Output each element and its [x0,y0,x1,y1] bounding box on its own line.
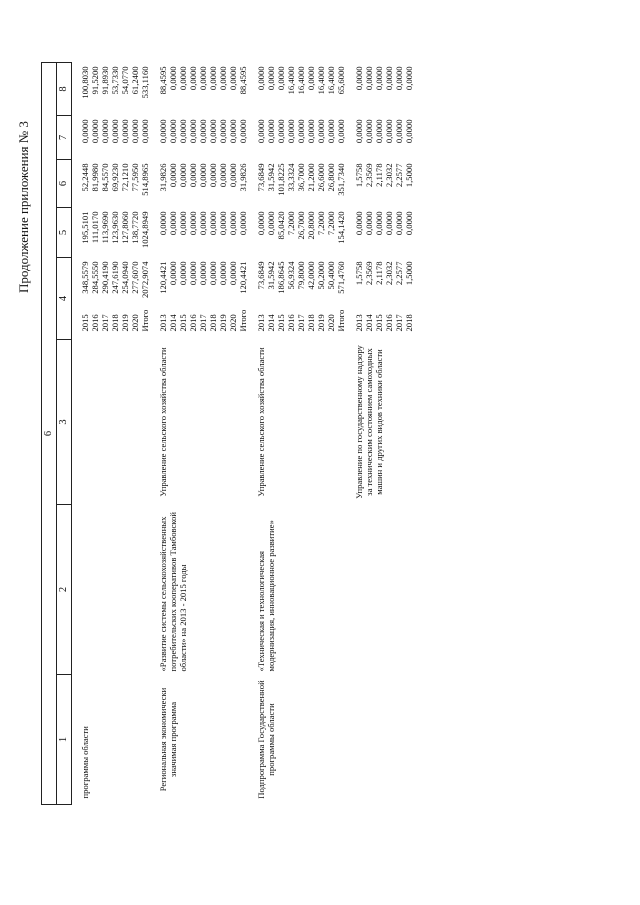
extrabudgetary-cell: 0,0000 [373,66,384,91]
extrabudgetary-cell: 16,4000 [315,66,326,95]
total-cell: 0,0000 [167,261,178,286]
total-cell: 290,4190 [99,261,110,294]
regional-budget-cell: 2,1178 [373,163,384,187]
regional-budget-cell: 514,8965 [139,163,150,196]
year-cell: 2016 [187,314,198,332]
federal-budget-cell: 0,0000 [353,211,364,236]
local-budget-cell: 0,0000 [237,119,248,144]
local-budget-cell: 0,0000 [265,119,276,144]
regional-budget-cell: 72,1210 [119,163,130,192]
year-cell: 2013 [157,314,168,332]
appendix-caption: Продолжение приложения № 3 [16,121,31,293]
total-cell: 0,0000 [187,261,198,286]
year-cell: 2017 [197,314,208,332]
extrabudgetary-cell: 91,8930 [99,66,110,95]
federal-budget-cell: 20,8000 [305,211,316,240]
local-budget-cell: 0,0000 [207,119,218,144]
total-cell: 120,4421 [157,261,168,294]
local-budget-cell: 0,0000 [167,119,178,144]
regional-budget-cell: 33,3324 [285,163,296,192]
federal-budget-cell: 0,0000 [237,211,248,236]
regional-budget-cell: 0,0000 [217,163,228,188]
federal-budget-cell: 0,0000 [167,211,178,236]
federal-budget-cell: 0,0000 [187,211,198,236]
year-cell: 2014 [265,314,276,332]
extrabudgetary-cell: 88,4595 [157,66,168,95]
regional-budget-cell: 73,6849 [255,163,266,192]
federal-budget-cell: 0,0000 [403,211,414,236]
year-cell: 2017 [99,314,110,332]
responsible-executor-cell: Управление по государственному надзору за техническим состоянием самоходных машин и других видов техники области [353,345,384,499]
extrabudgetary-cell: 0,0000 [227,66,238,91]
regional-budget-cell: 26,6000 [315,163,326,192]
section-spacer [346,62,354,804]
extrabudgetary-cell: 0,0000 [177,66,188,91]
extrabudgetary-cell: 0,0000 [383,66,394,91]
total-cell: 50,2000 [315,261,326,290]
local-budget-cell: 0,0000 [129,119,140,144]
regional-budget-cell: 31,9826 [157,163,168,192]
federal-budget-cell: 195,5101 [79,211,90,244]
total-cell: 73,6849 [255,261,266,290]
col-number-7: 7 [57,116,72,160]
year-cell: 2014 [363,314,374,332]
table-row [256,62,266,804]
extrabudgetary-cell: 16,4000 [285,66,296,95]
total-cell: 247,6190 [109,261,120,294]
extrabudgetary-cell: 0,0000 [393,66,404,91]
local-budget-cell: 0,0000 [373,119,384,144]
total-cell: 0,0000 [197,261,208,286]
year-cell: 2019 [119,314,130,332]
extrabudgetary-cell: 0,0000 [265,66,276,91]
year-cell: Итого [237,309,248,332]
local-budget-cell: 0,0000 [325,119,336,144]
local-budget-cell: 0,0000 [157,119,168,144]
total-cell: 1,5758 [353,261,364,286]
total-cell: 2,1178 [373,261,384,285]
responsible-executor-cell: Управление сельского хозяйства области [157,347,168,497]
spacer-cell [72,62,80,804]
regional-budget-cell: 26,8000 [325,163,336,192]
regional-budget-cell: 31,9826 [237,163,248,192]
local-budget-cell: 0,0000 [109,119,120,144]
regional-budget-cell: 2,3569 [363,163,374,188]
local-budget-cell: 0,0000 [255,119,266,144]
program-type-cell: программы области [79,726,90,799]
total-cell: 0,0000 [217,261,228,286]
extrabudgetary-cell: 16,4000 [295,66,306,95]
federal-budget-cell: 26,7000 [295,211,306,240]
federal-budget-cell: 127,8060 [119,211,130,244]
local-budget-cell: 0,0000 [227,119,238,144]
federal-budget-cell: 0,0000 [363,211,374,236]
program-type-cell: Региональная экономически значимая программа [157,687,178,792]
year-cell: 2020 [325,314,336,332]
program-name-cell: «Техническая и технологическая модернизация, инновационное развитие» [255,520,276,672]
local-budget-cell: 0,0000 [353,119,364,144]
regional-budget-cell: 36,7000 [295,163,306,192]
local-budget-cell: 0,0000 [197,119,208,144]
federal-budget-cell: 138,7720 [129,211,140,244]
year-cell: Итого [139,309,150,332]
regional-budget-cell: 0,0000 [227,163,238,188]
federal-budget-cell: 0,0000 [383,211,394,236]
regional-budget-cell: 0,0000 [197,163,208,188]
responsible-executor-cell [80,340,150,505]
year-cell: 2014 [167,314,178,332]
year-cell: 2019 [217,314,228,332]
regional-budget-cell: 81,9980 [89,163,100,192]
federal-budget-cell: 113,9690 [99,211,110,244]
regional-budget-cell: 2,2577 [393,163,404,188]
year-cell: 2020 [227,314,238,332]
year-cell: 2017 [295,314,306,332]
federal-budget-cell: 111,0170 [89,211,100,244]
federal-budget-cell: 0,0000 [255,211,266,236]
local-budget-cell: 0,0000 [89,119,100,144]
total-cell: 186,8645 [275,261,286,294]
total-cell: 2,3032 [383,261,394,286]
col-number-1: 1 [57,675,72,805]
extrabudgetary-cell: 100,8030 [79,66,90,99]
local-budget-cell: 0,0000 [335,119,346,144]
local-budget-cell: 0,0000 [177,119,188,144]
regional-budget-cell: 0,0000 [177,163,188,188]
year-cell: 2016 [383,314,394,332]
local-budget-cell: 0,0000 [295,119,306,144]
total-cell: 31,5942 [265,261,276,290]
col-number-8: 8 [57,62,72,115]
total-cell: 254,0940 [119,261,130,294]
regional-budget-cell: 69,9230 [109,163,120,192]
spacer-cell [346,62,354,804]
extrabudgetary-cell: 0,0000 [167,66,178,91]
local-budget-cell: 0,0000 [187,119,198,144]
regional-budget-cell: 0,0000 [207,163,218,188]
regional-budget-cell: 21,2000 [305,163,316,192]
federal-budget-cell: 0,0000 [217,211,228,236]
total-cell: 50,4000 [325,261,336,290]
regional-budget-cell: 0,0000 [167,163,178,188]
year-cell: 2018 [207,314,218,332]
local-budget-cell: 0,0000 [393,119,404,144]
federal-budget-cell: 0,0000 [393,211,404,236]
total-cell: 0,0000 [207,261,218,286]
federal-budget-cell: 0,0000 [157,211,168,236]
spacer-cell [248,62,256,804]
year-cell: 2016 [89,314,100,332]
extrabudgetary-cell: 0,0000 [197,66,208,91]
federal-budget-cell: 0,0000 [265,211,276,236]
col-number-3: 3 [57,340,72,505]
year-cell: 2017 [393,314,404,332]
total-cell: 571,4760 [335,261,346,294]
federal-budget-cell: 154,1420 [335,211,346,244]
regional-budget-cell: 0,0000 [187,163,198,188]
extrabudgetary-cell: 0,0000 [353,66,364,91]
regional-budget-cell: 1,5758 [353,163,364,188]
extrabudgetary-cell: 0,0000 [187,66,198,91]
local-budget-cell: 0,0000 [217,119,228,144]
section-spacer [150,62,158,804]
regional-budget-cell: 52,2448 [79,163,90,192]
total-cell: 284,5550 [89,261,100,294]
federal-budget-cell: 0,0000 [197,211,208,236]
year-cell: Итого [335,309,346,332]
local-budget-cell: 0,0000 [315,119,326,144]
extrabudgetary-cell: 61,2400 [129,66,140,95]
total-cell: 0,0000 [177,261,188,286]
year-cell: 2019 [315,314,326,332]
federal-budget-cell: 7,2000 [315,211,326,236]
extrabudgetary-cell: 54,0770 [119,66,130,95]
regional-budget-cell: 101,8225 [275,163,286,196]
local-budget-cell: 0,0000 [305,119,316,144]
total-cell: 56,9324 [285,261,296,290]
col-number-4: 4 [57,258,72,340]
extrabudgetary-cell: 88,4595 [237,66,248,95]
total-cell: 0,0000 [227,261,238,286]
federal-budget-cell: 123,9630 [109,211,120,244]
spacer-cell [150,62,158,804]
extrabudgetary-cell: 0,0000 [305,66,316,91]
local-budget-cell: 0,0000 [139,119,150,144]
local-budget-cell: 0,0000 [119,119,130,144]
extrabudgetary-cell: 0,0000 [217,66,228,91]
program-type-cell [354,675,414,805]
total-cell: 348,5579 [79,261,90,294]
extrabudgetary-cell: 0,0000 [207,66,218,91]
program-name-cell: «Развитие системы сельскохозяйственных потребительских кооперативов Тамбовской области» на 2013 - 2015 годы [157,512,188,672]
extrabudgetary-cell: 65,6000 [335,66,346,95]
federal-budget-cell: 1024,8949 [139,211,150,249]
regional-budget-cell: 77,5950 [129,163,140,192]
extrabudgetary-cell: 0,0000 [255,66,266,91]
regional-budget-cell: 84,5570 [99,163,110,192]
local-budget-cell: 0,0000 [285,119,296,144]
local-budget-cell: 0,0000 [363,119,374,144]
extrabudgetary-cell: 533,1160 [139,66,150,99]
total-cell: 2,3569 [363,261,374,286]
extrabudgetary-cell: 91,5200 [89,66,100,95]
extrabudgetary-cell: 16,4000 [325,66,336,95]
header-group-cell: 6 [42,62,57,804]
year-cell: 2013 [255,314,266,332]
total-cell: 120,4421 [237,261,248,294]
extrabudgetary-cell: 0,0000 [363,66,374,91]
total-cell: 42,0000 [305,261,316,290]
year-cell: 2020 [129,314,140,332]
federal-budget-cell: 0,0000 [207,211,218,236]
local-budget-cell: 0,0000 [383,119,394,144]
section-spacer [248,62,256,804]
local-budget-cell: 0,0000 [275,119,286,144]
year-cell: 2013 [353,314,364,332]
year-cell: 2015 [275,314,286,332]
program-type-cell: Подпрограмма Государственной программы области [255,680,276,799]
col-number-6: 6 [57,160,72,208]
table-row [80,62,90,804]
regional-budget-cell: 31,5942 [265,163,276,192]
column-number-row [57,62,72,804]
budget-table [41,62,414,805]
regional-budget-cell: 1,5000 [403,163,414,188]
local-budget-cell: 0,0000 [79,119,90,144]
section-spacer [72,62,80,804]
federal-budget-cell: 7,2000 [285,211,296,236]
year-cell: 2015 [373,314,384,332]
responsible-executor-cell: Управление сельского хозяйства области [255,347,266,497]
local-budget-cell: 0,0000 [99,119,110,144]
federal-budget-cell: 7,2000 [325,211,336,236]
table-row [158,62,168,804]
federal-budget-cell: 85,0420 [275,211,286,240]
year-cell: 2018 [403,314,414,332]
extrabudgetary-cell: 53,7330 [109,66,120,95]
federal-budget-cell: 0,0000 [227,211,238,236]
program-name-cell [80,505,150,675]
header-group-row [42,62,57,804]
total-cell: 79,8000 [295,261,306,290]
col-number-5: 5 [57,208,72,258]
total-cell: 2072,9074 [139,261,150,299]
year-cell: 2018 [109,314,120,332]
extrabudgetary-cell: 0,0000 [275,66,286,91]
federal-budget-cell: 0,0000 [373,211,384,236]
total-cell: 1,5000 [403,261,414,286]
total-cell: 2,2577 [393,261,404,286]
year-cell: 2015 [177,314,188,332]
col-number-2: 2 [57,505,72,675]
extrabudgetary-cell: 0,0000 [403,66,414,91]
year-cell: 2015 [79,314,90,332]
regional-budget-cell: 351,7340 [335,163,346,196]
year-cell: 2018 [305,314,316,332]
program-name-cell [354,505,414,675]
table-row [354,62,364,804]
federal-budget-cell: 0,0000 [177,211,188,236]
total-cell: 277,6070 [129,261,140,294]
regional-budget-cell: 2,3032 [383,163,394,188]
local-budget-cell: 0,0000 [403,119,414,144]
year-cell: 2016 [285,314,296,332]
